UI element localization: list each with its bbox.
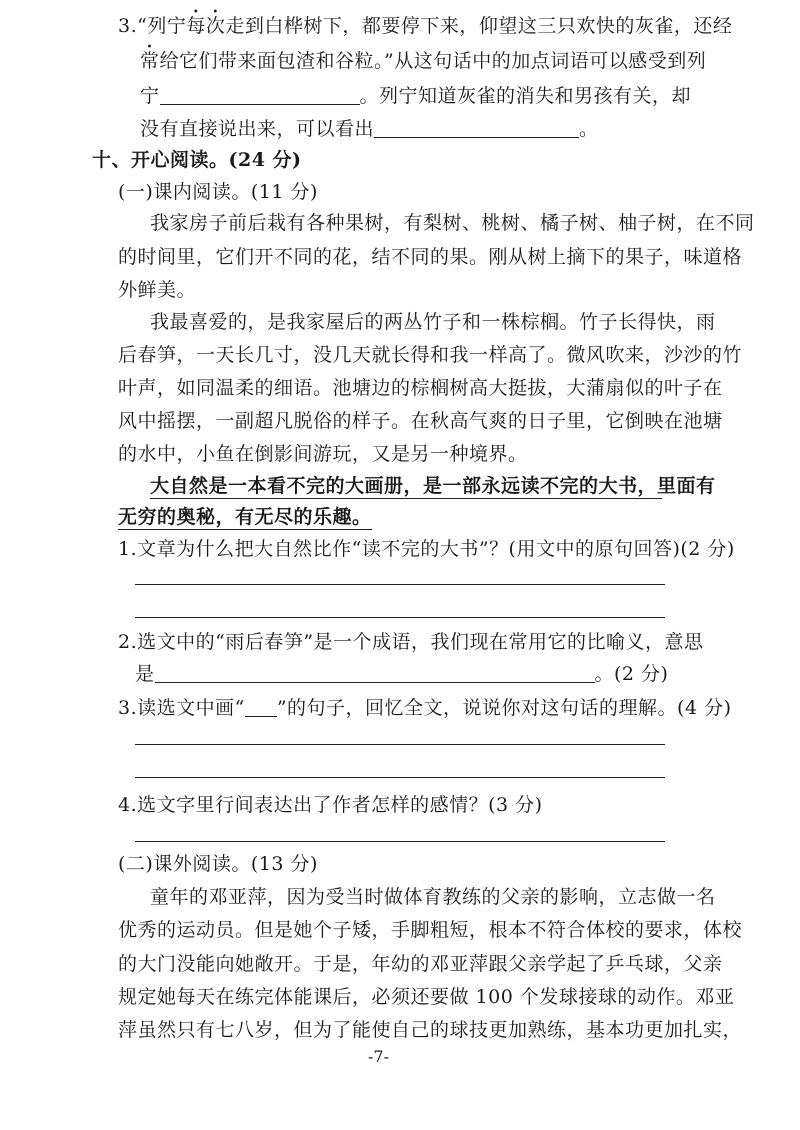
text: 3.读选文中画“ [118,697,245,719]
answer-line[interactable] [135,584,665,585]
text: 3.“列宁 [118,15,187,37]
para1-line3: 外鲜美。 [118,279,197,301]
text: 。 [579,118,599,140]
text: 走到白桦树下，都要停下来，仰望这三只欢快的灰雀，还经 [225,15,733,37]
underline-sample [245,700,277,717]
answer-line[interactable] [135,777,665,778]
text: 给它们带来面包渣和谷粒。”从这句话中的加点词语可以感受到列 [159,50,707,72]
text: 没有直接说出来，可以看出 [140,118,375,140]
para2-line1: 我最喜爱的，是我家屋后的两丛竹子和一株棕榈。竹子长得快，雨 [150,311,716,333]
para3-line2: 无穷的奥秘，有无尽的乐趣。 [118,506,372,528]
para2-line4: 风中摇摆，一副超凡脱俗的样子。在秋高气爽的日子里，它倒映在池塘 [118,410,723,432]
question-4: 4.选文字里行间表达出了作者怎样的感情？(3 分) [118,794,543,816]
answer-blank[interactable] [374,119,579,138]
question-3 [118,696,732,720]
dotted-char: 常 [140,50,160,72]
text: 是 [135,663,155,685]
para4-line2: 优秀的运动员。但是她个子矮，手脚粗短，根本不符合体校的要求，体校 [118,919,743,941]
question-2-line1: 2.选文中的“雨后春笋”是一个成语，我们现在常用它的比喻义，意思 [118,631,704,653]
answer-line[interactable] [135,744,665,745]
answer-line[interactable] [135,617,665,618]
para2-line5: 的水中，小鱼在倒影间游玩，又是另一种境界。 [118,443,528,465]
text: ”的句子，回忆全文，说说你对这句话的理解。(4 分) [276,697,732,719]
question-2-line2 [135,662,668,686]
page-number: -7- [368,1047,389,1066]
part1-title: (一)课内阅读。(11 分) [118,181,318,203]
prev-q3-line1 [118,14,732,38]
dotted-char: 每 [186,15,206,37]
answer-blank[interactable] [160,86,360,105]
question-1: 1.文章为什么把大自然比作“读不完的大书”？(用文中的原句回答)(2 分) [118,538,735,560]
text: 。(2 分) [594,663,669,685]
para3-line1: 大自然是一本看不完的大画册，是一部永远读不完的大书，里面有 [150,475,716,497]
para1-line2: 的时间里，它们开不同的花，结不同的果。刚从树上摘下的果子，味道格 [118,246,743,268]
text: 。列宁知道灰雀的消失和男孩有关，却 [359,85,692,107]
para2-line2: 后春笋，一天长几寸，没几天就长得和我一样高了。微风吹来，沙沙的竹 [118,344,743,366]
dotted-char: 次 [205,15,226,37]
para4-line5: 萍虽然只有七八岁，但为了能使自己的球技更加熟练，基本功更加扎实， [118,1019,743,1041]
prev-q3-line4 [140,117,599,141]
answer-blank[interactable] [155,664,595,683]
para4-line3: 的大门没能向她敞开。于是，年幼的邓亚萍跟父亲学起了乒乓球，父亲 [118,953,723,975]
para4-line4: 规定她每天在练完体能课后，必须还要做 100 个发球接球的动作。邓亚 [118,986,735,1008]
part2-title: (二)课外阅读。(13 分) [118,853,318,875]
prev-q3-line3 [140,84,691,108]
text: 宁 [140,85,160,107]
prev-q3-line2 [140,49,706,73]
answer-line[interactable] [135,841,665,842]
para4-line1: 童年的邓亚萍，因为受当时做体育教练的父亲的影响，立志做一名 [150,886,716,908]
para2-line3: 叶声，如同温柔的细语。池塘边的棕榈树高大挺拔，大蒲扇似的叶子在 [118,377,723,399]
para1-line1: 我家房子前后栽有各种果树，有梨树、桃树、橘子树、柚子树，在不同 [150,212,755,234]
section-heading: 十、开心阅读。(24 分) [92,149,302,171]
